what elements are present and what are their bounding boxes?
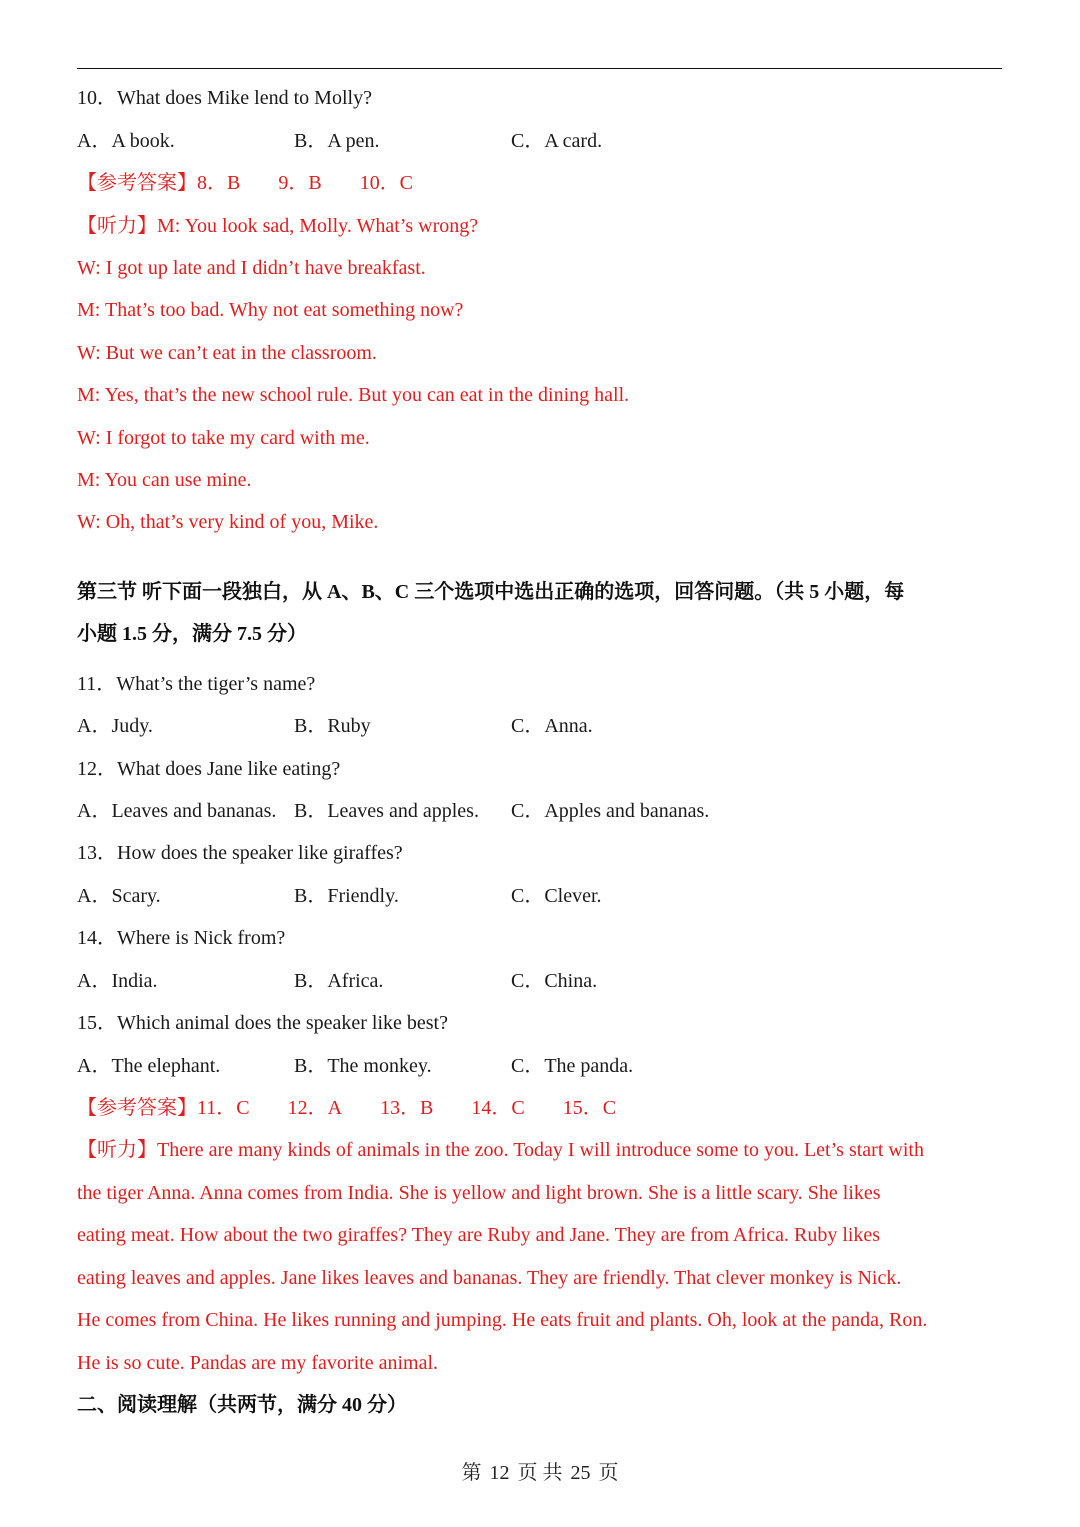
transcript-line: W: Oh, that’s very kind of you, Mike. [77, 511, 379, 533]
options-row-14 [0, 967, 1080, 995]
answer-10: 10．C [359, 172, 414, 194]
option-b: B．Friendly. [294, 885, 399, 907]
options-row-12 [0, 797, 1080, 825]
transcript-line: eating leaves and apples. Jane likes leaves and bananas. They are friendly. That clever monkey is Nick. [77, 1267, 902, 1289]
option-a: A．Judy. [77, 715, 153, 737]
answer-8: 8．B [197, 172, 241, 194]
answer-14: 14．C [471, 1097, 525, 1119]
answer-15: 15．C [562, 1097, 617, 1119]
question-12: 12．What does Jane like eating? [77, 758, 341, 780]
option-b: B．The monkey. [294, 1055, 432, 1077]
answer-key-11-15 [77, 1094, 654, 1122]
question-11: 11．What’s the tiger’s name? [77, 673, 316, 695]
section-heading: 第三节 听下面一段独白，从 A、B、C 三个选项中选出正确的选项，回答问题。（共 5 小题，每 [77, 581, 905, 603]
transcript-line: He comes from China. He likes running and jumping. He eats fruit and plants. Oh, look at the panda, Ron. [77, 1309, 928, 1331]
part-heading: 二、阅读理解（共两节，满分 40 分） [77, 1394, 407, 1416]
option-a: A．Leaves and bananas. [77, 800, 277, 822]
options-row-10 [0, 127, 1080, 155]
answer-label: 【参考答案】 [77, 1097, 197, 1119]
option-b: B．Leaves and apples. [294, 800, 479, 822]
option-c: C．China. [511, 970, 598, 992]
question-15: 15．Which animal does the speaker like best? [77, 1012, 448, 1034]
options-row-13 [0, 882, 1080, 910]
option-b: B．Africa. [294, 970, 384, 992]
transcript-line: M: Yes, that’s the new school rule. But you can eat in the dining hall. [77, 384, 630, 406]
option-c: C．Anna. [511, 715, 593, 737]
transcript-line: W: I forgot to take my card with me. [77, 427, 370, 449]
transcript-line: M: That’s too bad. Why not eat something now? [77, 299, 464, 321]
header-rule [77, 68, 1002, 69]
option-b: B．Ruby [294, 715, 371, 737]
option-a: A．India. [77, 970, 158, 992]
transcript-line: W: But we can’t eat in the classroom. [77, 342, 377, 364]
answer-13: 13．B [380, 1097, 434, 1119]
answer-12: 12．A [287, 1097, 343, 1119]
option-a: A．A book. [77, 130, 175, 152]
option-b: B．A pen. [294, 130, 380, 152]
answer-label: 【参考答案】 [77, 172, 197, 194]
option-c: C．Apples and bananas. [511, 800, 710, 822]
option-c: C．Clever. [511, 885, 602, 907]
option-c: C．A card. [511, 130, 603, 152]
option-a: A．The elephant. [77, 1055, 221, 1077]
transcript-line: He is so cute. Pandas are my favorite animal. [77, 1352, 438, 1374]
question-14: 14．Where is Nick from? [77, 927, 286, 949]
page-total: 25 [570, 1462, 591, 1484]
section-heading-cont: 小题 1.5 分，满分 7.5 分） [77, 623, 307, 645]
listening-label: 【听力】 [77, 215, 157, 237]
option-a: A．Scary. [77, 885, 161, 907]
answer-key-8-10 [77, 169, 451, 197]
page-number: 12 [489, 1462, 510, 1484]
listening-label: 【听力】 [77, 1139, 157, 1161]
transcript-line: M: You can use mine. [77, 469, 252, 491]
page-footer: 第 12 页 共 25 页 [461, 1462, 619, 1484]
option-c: C．The panda. [511, 1055, 634, 1077]
answer-11: 11．C [197, 1097, 250, 1119]
transcript-line: eating meat. How about the two giraffes? They are Ruby and Jane. They are from Africa. Ruby likes [77, 1224, 881, 1246]
question-13: 13．How does the speaker like giraffes? [77, 842, 403, 864]
transcript-line: the tiger Anna. Anna comes from India. She is yellow and light brown. She is a little scary. She likes [77, 1182, 881, 1204]
transcript-line: 【听力】M: You look sad, Molly. What’s wrong? [77, 215, 479, 237]
options-row-15 [0, 1052, 1080, 1080]
transcript-line: W: I got up late and I didn’t have breakfast. [77, 257, 426, 279]
answer-9: 9．B [278, 172, 322, 194]
transcript-line: 【听力】There are many kinds of animals in the zoo. Today I will introduce some to you. Let’s start with [77, 1139, 924, 1161]
options-row-11 [0, 712, 1080, 740]
question-10: 10．What does Mike lend to Molly? [77, 87, 372, 109]
